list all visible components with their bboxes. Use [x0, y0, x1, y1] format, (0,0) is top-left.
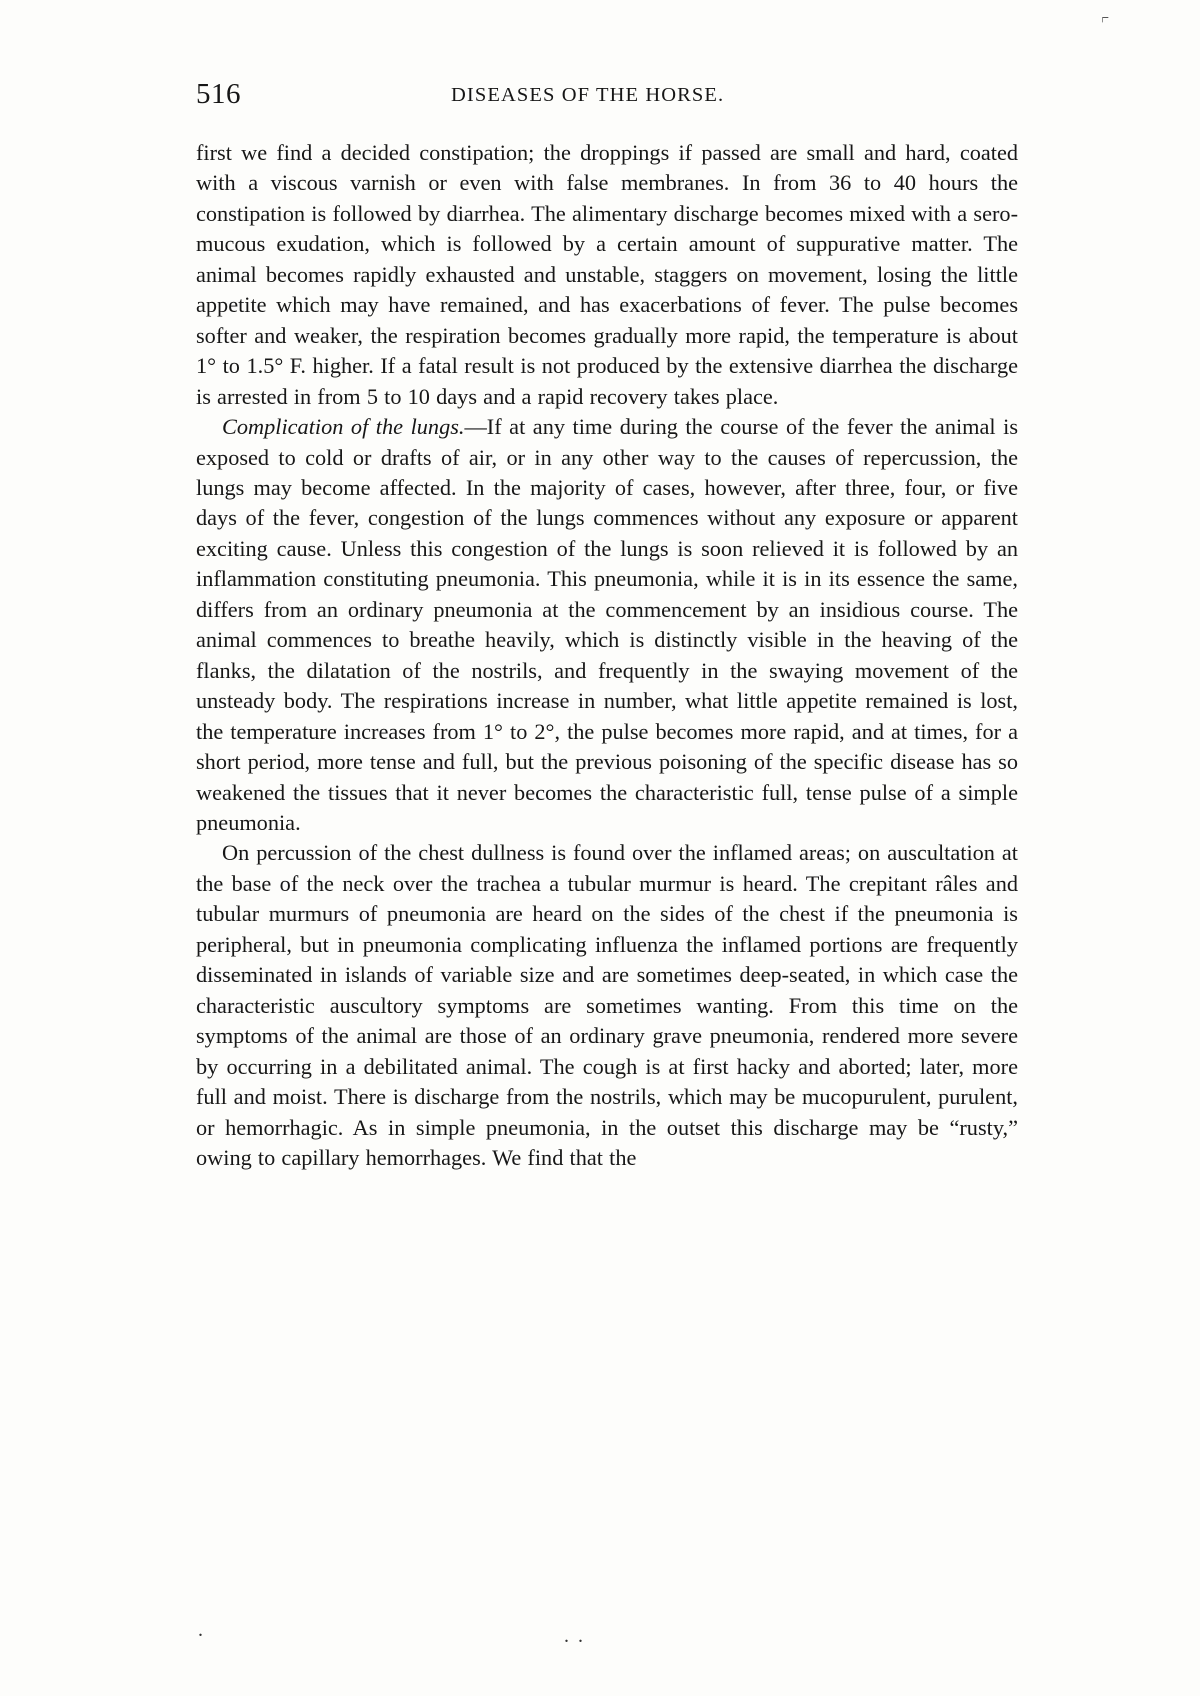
paragraph-2-text: —If at any time during the course of the fever the animal is exposed to cold or drafts of air, or in any other way to the causes of repercussion, the lungs may become affected. In the majority of cases, however, after three, four, or five days of the fever, congestion of the lungs commences without any exposure or apparent exciting cause. Unless this congestion of the lungs is soon relieved it is followed by an inflammation constituting pneumonia. This pneumonia, while it is in its essence the same, differs from an ordinary pneumonia at the commencement by an insidious course. The animal commences to breathe heavily, which is distinctly visible in the heaving of the flanks, the dilatation of the nostrils, and frequently in the swaying movement of the unsteady body. The respirations increase in number, what little appetite remained is lost, the temperature increases from 1° to 2°, the pulse becomes more rapid, and at times, for a short period, more tense and full, but the previous poisoning of the specific disease has so weakened the tissues that it never becomes the characteristic full, tense pulse of a simple pneumonia.: [196, 414, 1019, 835]
page-header: [196, 78, 1016, 110]
footer-mark-1: .: [198, 1619, 203, 1641]
paragraph-2-runin-heading: Complication of the lungs.: [222, 414, 465, 440]
running-head: DISEASES OF THE HORSE.: [451, 84, 725, 106]
footer-mark-2: .: [564, 1625, 569, 1647]
paragraph-3-text: On percussion of the chest dullness is found over the inflamed areas; on auscultation at the base of the neck over the trachea a tubular murmur is heard. The crepitant râles and tubular murmurs of pneumonia are heard on the sides of the chest if the pneumonia is peripheral, but in pneumonia complicating influenza the inflamed portions are frequently disseminated in islands of variable size and are sometimes deep-seated, in which case the characteristic auscultory symptoms are sometimes wanting. From this time on the symptoms of the animal are those of an ordinary grave pneumonia, rendered more severe by occurring in a debilitated animal. The cough is at first hacky and aborted; later, more full and moist. There is discharge from the nostrils, which may be mucopurulent, purulent, or hemorrhagic. As in simple pneumonia, in the outset this discharge may be “rusty,” owing to capillary hemorrhages. We find that the: [196, 840, 1018, 1170]
paragraph-1: [196, 138, 1018, 412]
page-body: [196, 138, 1018, 1173]
page-corner-mark: ⌐: [1101, 5, 1108, 30]
page-number: 516: [196, 78, 241, 110]
paragraph-1-text: first we find a decided constipation; the droppings if passed are small and hard, coated with a viscous varnish or even with false membranes. In from 36 to 40 hours the constipation is followed by diarrhea. The alimentary discharge becomes mixed with a sero-mucous exudation, which is followed by a certain amount of suppurative matter. The animal becomes rapidly exhausted and unstable, staggers on movement, losing the little appetite which may have remained, and has exacerbations of fever. The pulse becomes softer and weaker, the respiration becomes gradually more rapid, the temperature is about 1° to 1.5° F. higher. If a fatal result is not produced by the extensive diarrhea the discharge is arrested in from 5 to 10 days and a rapid recovery takes place.: [196, 140, 1018, 409]
footer-mark-3: .: [578, 1625, 583, 1647]
footer-marks: [196, 1619, 1018, 1647]
paragraph-3: [196, 838, 1018, 1173]
paragraph-2: [196, 412, 1018, 838]
